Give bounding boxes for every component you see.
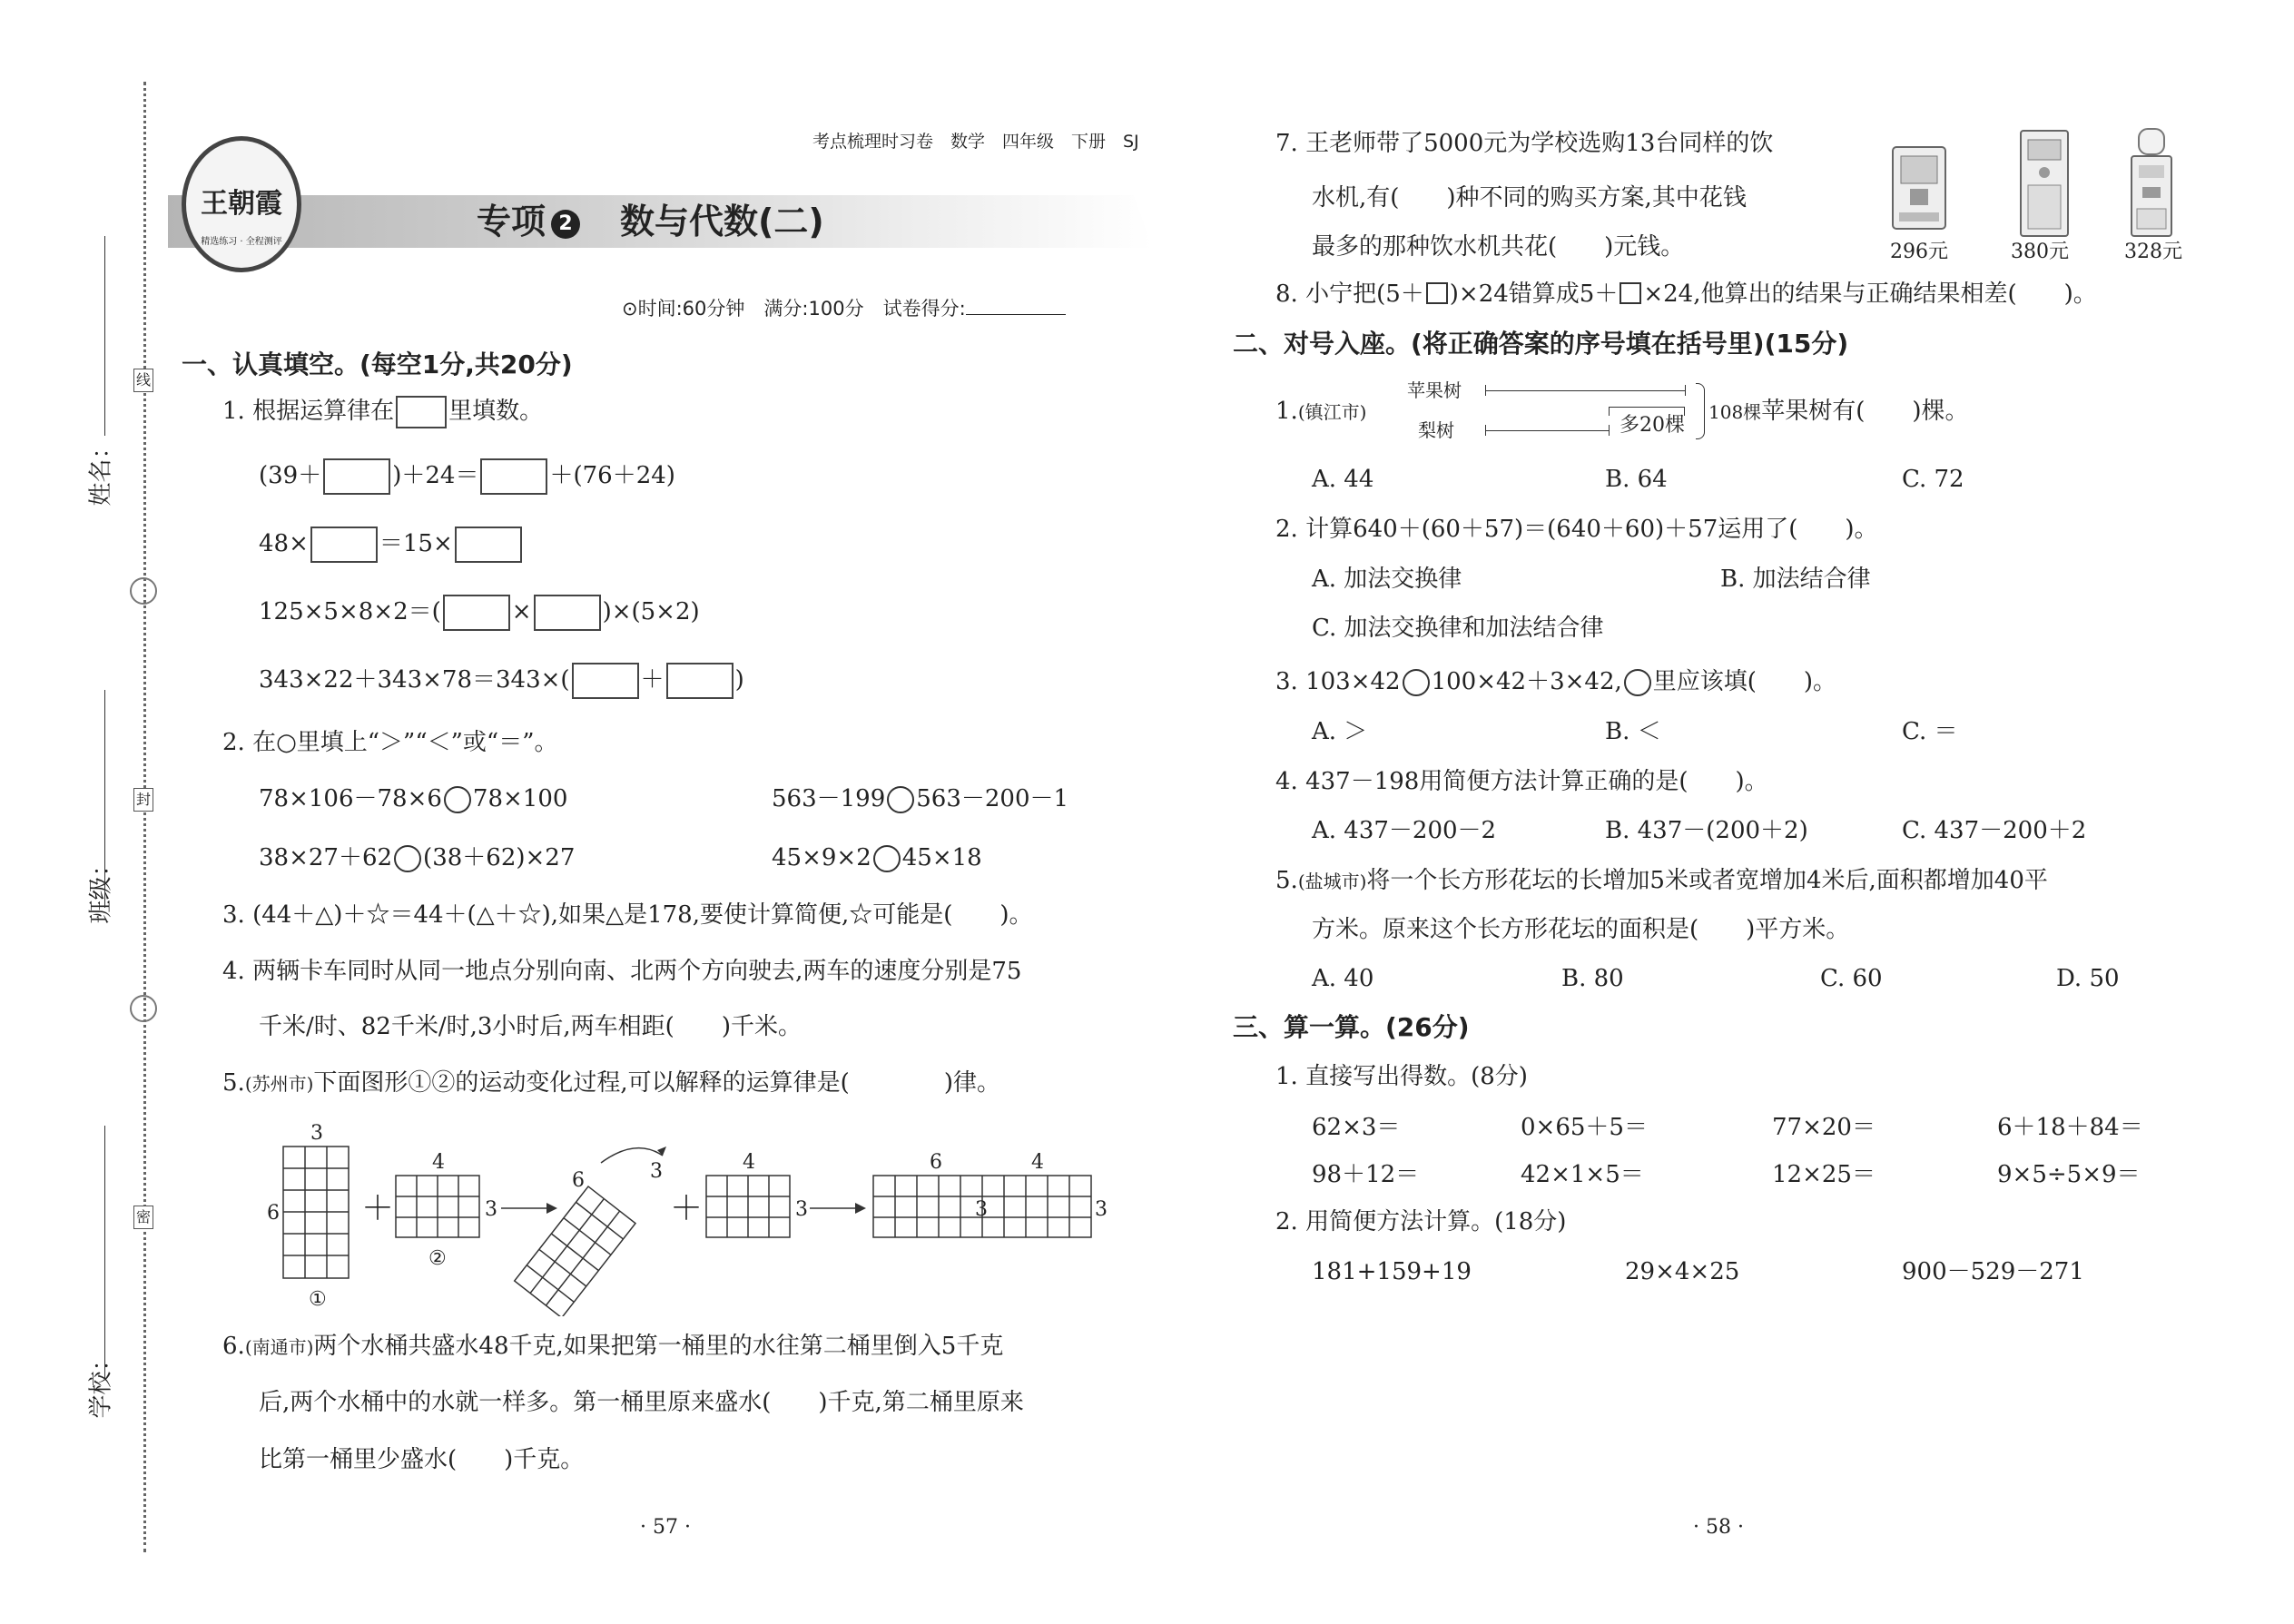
s2-q1-opt-c[interactable]: C. 72 xyxy=(1902,466,1964,493)
plus-sign: ＋ xyxy=(361,1190,395,1227)
s2-q5-line2: 方米。原来这个长方形花坛的面积是( )平方米。 xyxy=(1312,916,1850,943)
s2-q4-stem: 4. 437－198用简便方法计算正确的是( )。 xyxy=(1275,768,1768,795)
s2-q5-opt-b[interactable]: B. 80 xyxy=(1561,965,1624,992)
square-box[interactable] xyxy=(1426,282,1448,304)
s1-q6-line2: 后,两个水桶中的水就一样多。第一桶里原来盛水( )千克,第二桶里原来 xyxy=(259,1389,1024,1416)
price-2: 380元 xyxy=(2011,241,2069,263)
s1-q1-row4: 343×22＋343×78＝343×( ＋ ) xyxy=(259,663,744,699)
fill-box[interactable] xyxy=(455,527,522,563)
s2-q3-opt-b[interactable]: B. ＜ xyxy=(1605,718,1661,745)
title-number: 2 xyxy=(551,210,580,239)
water-dispenser-3 xyxy=(2126,127,2177,240)
fig-label: ① xyxy=(309,1288,327,1311)
binding-dotted-line xyxy=(143,82,146,1552)
r-q7-line1: 7. 王老师带了5000元为学校选购13台同样的饮 xyxy=(1275,130,1774,157)
fig-label: 6 xyxy=(572,1169,585,1192)
logo-text: 王朝霞 xyxy=(201,188,282,220)
class-label: 班级： xyxy=(87,852,115,924)
close-tag: 密 xyxy=(133,1206,153,1229)
series-info: 考点梳理时习卷 数学 四年级 下册 SJ xyxy=(812,132,1139,152)
s1-q2-b: 563－199 563－200－1 xyxy=(772,785,1069,812)
fill-box[interactable] xyxy=(443,595,510,631)
fill-box[interactable] xyxy=(396,396,447,428)
s2-q4-opt-c[interactable]: C. 437－200＋2 xyxy=(1902,817,2087,844)
fig-label: 4 xyxy=(1031,1151,1044,1174)
s2-q1-num: 1.(镇江市) xyxy=(1275,398,1367,425)
s1-q2-a: 78×106－78×6 78×100 xyxy=(259,785,568,812)
exam-meta: ⊙时间:60分钟 满分:100分 试卷得分: xyxy=(622,292,1066,325)
s2-q1-opt-a[interactable]: A. 44 xyxy=(1312,466,1374,493)
oral-calc: 9×5÷5×9＝ xyxy=(1997,1161,2141,1188)
s2-q3-opt-a[interactable]: A. ＞ xyxy=(1312,718,1368,745)
s2-q1-opt-b[interactable]: B. 64 xyxy=(1605,466,1668,493)
region-tag: (南通市) xyxy=(244,1336,314,1358)
r-q7-line3: 最多的那种饮水机共花( )元钱。 xyxy=(1312,233,1685,261)
fig-label: 6 xyxy=(930,1151,942,1174)
compare-circle[interactable] xyxy=(1624,669,1651,696)
logo-sub: 精选练习 · 全程测评 xyxy=(201,237,282,247)
section3-title: 三、算一算。(26分) xyxy=(1233,1012,1470,1042)
fill-box[interactable] xyxy=(323,458,390,495)
s2-q2-opt-b[interactable]: B. 加法结合律 xyxy=(1720,566,1871,593)
region-tag: (盐城市) xyxy=(1297,871,1367,892)
clock-icon: ⊙ xyxy=(622,298,638,320)
pear-bar xyxy=(1485,430,1609,431)
s2-q2-opt-a[interactable]: A. 加法交换律 xyxy=(1312,566,1462,593)
fill-box[interactable] xyxy=(310,527,378,563)
s2-q3-stem: 3. 103×42 100×42＋3×42, 里应该填( )。 xyxy=(1275,668,1837,695)
title-prefix: 专项 xyxy=(477,202,546,241)
s1-q1-row2: 48× ＝15× xyxy=(259,527,524,563)
pear-label: 梨树 xyxy=(1418,419,1454,441)
oral-calc: 62×3＝ xyxy=(1312,1114,1401,1141)
page-number-left: · 57 · xyxy=(640,1516,691,1539)
simplify-calc: 900－529－271 xyxy=(1902,1258,2084,1285)
s2-q5-line1: 5.(盐城市)将一个长方形花坛的长增加5米或者宽增加4米后,面积都增加40平 xyxy=(1275,867,2048,894)
section1-title: 一、认真填空。(每空1分,共20分) xyxy=(182,349,573,379)
s2-q2-stem: 2. 计算640＋(60＋57)＝(640＋60)＋57运用了( )。 xyxy=(1275,516,1878,543)
fig-label: 3 xyxy=(650,1160,663,1183)
s1-q1-row3: 125×5×8×2＝( × )×(5×2) xyxy=(259,595,700,631)
school-line xyxy=(104,1126,105,1380)
logo-badge xyxy=(182,136,301,272)
fig-label: 3 xyxy=(485,1198,497,1221)
s1-q5: 5.(苏州市)下面图形①②的运动变化过程,可以解释的运算律是( )律。 xyxy=(222,1069,1000,1097)
fig-label: 3 xyxy=(1095,1198,1108,1221)
water-dispenser-1 xyxy=(1890,143,1950,234)
price-1: 296元 xyxy=(1890,241,1948,263)
s1-q4-line2: 千米/时、82千米/时,3小时后,两车相距( )千米。 xyxy=(259,1013,802,1040)
s2-q4-opt-b[interactable]: B. 437－(200＋2) xyxy=(1605,817,1808,844)
fig-label: 3 xyxy=(310,1122,323,1145)
class-line xyxy=(104,690,105,908)
simplify-calc: 29×4×25 xyxy=(1625,1258,1740,1285)
name-label: 姓名： xyxy=(87,435,115,507)
page-title xyxy=(477,198,824,245)
s1-q6-line3: 比第一桶里少盛水( )千克。 xyxy=(259,1446,585,1473)
simplify-calc: 181+159+19 xyxy=(1312,1258,1472,1285)
fill-box[interactable] xyxy=(480,458,547,495)
section2-title: 二、对号入座。(将正确答案的序号填在括号里)(15分) xyxy=(1233,329,1849,359)
s2-q1-diagram xyxy=(1407,379,1734,445)
apple-label: 苹果树 xyxy=(1407,379,1462,401)
line-tag: 线 xyxy=(133,369,153,392)
page-number-right: · 58 · xyxy=(1693,1516,1744,1539)
r-q8: 8. 小宁把(5＋ )×24错算成5＋ ×24,他算出的结果与正确结果相差( )。 xyxy=(1275,281,2097,308)
s1-q1-row1: (39＋ )＋24＝ ＋(76＋24) xyxy=(259,458,675,495)
compare-circle[interactable] xyxy=(1403,669,1430,696)
region-tag: (镇江市) xyxy=(1297,401,1367,423)
s2-q5-opt-a[interactable]: A. 40 xyxy=(1312,965,1374,992)
s2-q5-opt-c[interactable]: C. 60 xyxy=(1820,965,1883,992)
oral-calc: 77×20＝ xyxy=(1772,1114,1876,1141)
oral-calc: 6＋18＋84＝ xyxy=(1997,1114,2143,1141)
school-label: 学校： xyxy=(87,1347,115,1419)
name-line xyxy=(104,236,105,436)
fig-label: 4 xyxy=(743,1151,755,1174)
seal-tag: 封 xyxy=(133,788,153,812)
region-tag: (苏州市) xyxy=(244,1073,314,1095)
r-q7-line2: 水机,有( )种不同的购买方案,其中花钱 xyxy=(1312,184,1747,212)
score-blank[interactable] xyxy=(966,314,1066,315)
apple-bar xyxy=(1485,390,1685,391)
oral-calc: 0×65＋5＝ xyxy=(1521,1114,1648,1141)
compare-circle[interactable] xyxy=(873,845,901,872)
s1-q2-stem: 2. 在○里填上“＞”“＜”或“＝”。 xyxy=(222,729,558,756)
total-brace xyxy=(1696,383,1705,439)
s2-q1-tail: 108棵苹果树有( )棵。 xyxy=(1708,398,1969,425)
fig-label: ② xyxy=(428,1247,447,1270)
fill-box[interactable] xyxy=(666,663,733,699)
compare-circle[interactable] xyxy=(887,786,914,813)
fig-label: 4 xyxy=(432,1151,445,1174)
oral-calc: 12×25＝ xyxy=(1772,1161,1876,1188)
water-dispenser-2 xyxy=(2017,127,2072,240)
fig-label: 6 xyxy=(267,1202,280,1225)
s3-q2-stem: 2. 用简便方法计算。(18分) xyxy=(1275,1208,1567,1235)
fill-box[interactable] xyxy=(534,595,601,631)
s1-q2-c: 38×27＋62 (38＋62)×27 xyxy=(259,844,576,871)
fill-box[interactable] xyxy=(572,663,639,699)
flower-icon xyxy=(130,577,157,605)
s1-q1-stem: 1. 根据运算律在 里填数。 xyxy=(222,395,543,428)
compare-circle[interactable] xyxy=(394,845,421,872)
title-main: 数与代数(二) xyxy=(620,202,824,241)
s1-q6-line1: 6.(南通市)两个水桶共盛水48千克,如果把第一桶里的水往第二桶里倒入5千克 xyxy=(222,1333,1004,1360)
s3-q1-stem: 1. 直接写出得数。(8分) xyxy=(1275,1063,1528,1090)
more-label: 多20棵 xyxy=(1620,414,1685,437)
oral-calc: 42×1×5＝ xyxy=(1521,1161,1644,1188)
fig-label: 3 xyxy=(795,1198,808,1221)
s1-q2-d: 45×9×2 45×18 xyxy=(772,844,982,871)
s2-q5-opt-d[interactable]: D. 50 xyxy=(2056,965,2120,992)
s2-q3-opt-c[interactable]: C. ＝ xyxy=(1902,718,1958,745)
q5-figure xyxy=(263,1121,1117,1316)
fig-label: 3 xyxy=(975,1198,988,1221)
square-box[interactable] xyxy=(1620,282,1641,304)
oral-calc: 98＋12＝ xyxy=(1312,1161,1420,1188)
s1-q3: 3. (44＋△)＋☆＝44＋(△＋☆),如果△是178,要使计算简便,☆可能是( )。 xyxy=(222,901,1033,929)
s2-q2-opt-c[interactable]: C. 加法交换律和加法结合律 xyxy=(1312,615,1604,642)
price-3: 328元 xyxy=(2124,241,2182,263)
compare-circle[interactable] xyxy=(444,786,471,813)
s1-q4-line1: 4. 两辆卡车同时从同一地点分别向南、北两个方向驶去,两车的速度分别是75 xyxy=(222,958,1022,985)
plus-sign: ＋ xyxy=(670,1190,704,1227)
flower-icon xyxy=(130,995,157,1022)
s2-q4-opt-a[interactable]: A. 437－200－2 xyxy=(1312,817,1497,844)
